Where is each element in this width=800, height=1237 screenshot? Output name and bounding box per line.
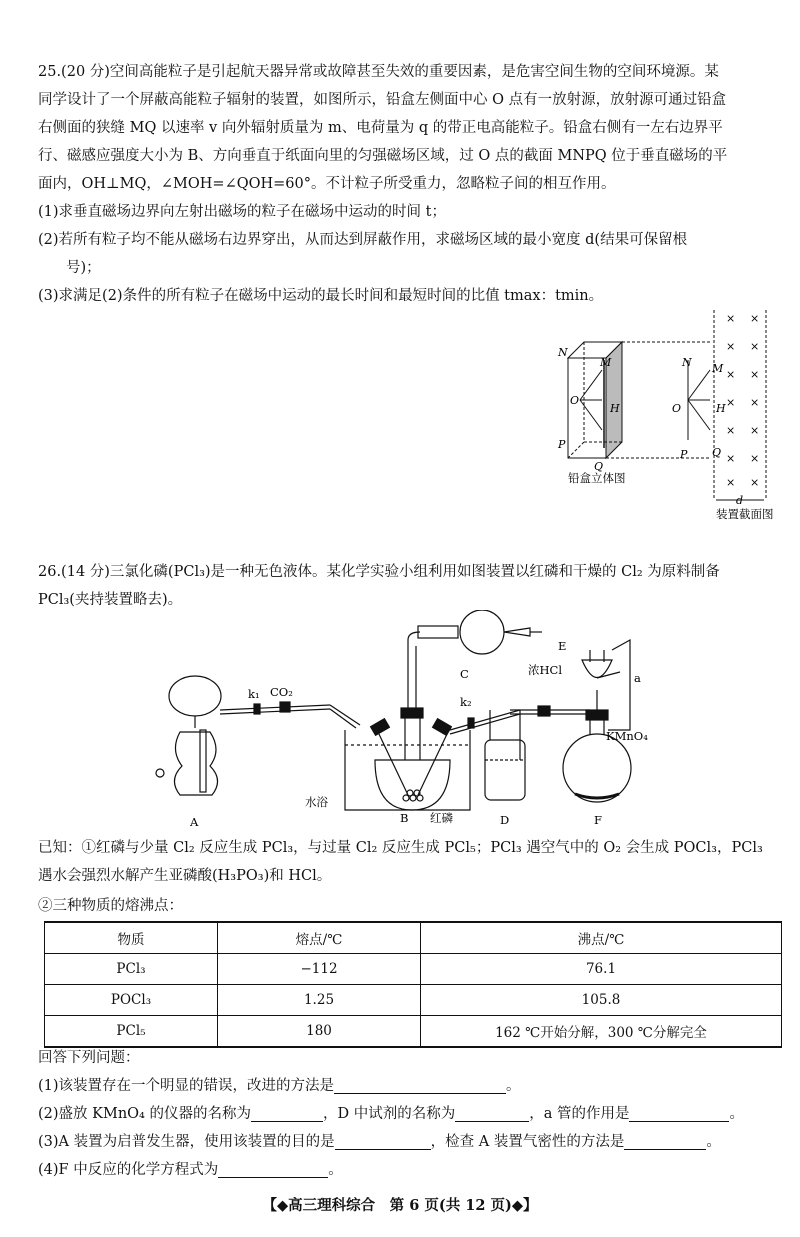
label-a: A [190,815,199,829]
fig-right-o: O [672,402,682,415]
field-cross: × [726,452,736,465]
label-e: E [558,639,567,653]
q25-figure [540,300,800,530]
q25-line4: 行、磁感应强度大小为 B、方向垂直于纸面向里的匀强磁场区域，过 O 点的截面 MNPQ 位于垂直磁场的平 [38,148,728,164]
field-cross: × [726,476,736,489]
sub2-end: 。 [729,1106,744,1122]
q26-known1b: 遇水会强烈水解产生亚磷酸(H₃PO₃)和 HCl。 [38,868,332,884]
field-cross: × [750,396,760,409]
fig-left-m: M [600,356,612,369]
answer-blank[interactable] [455,1103,529,1122]
table-header: 沸点/℃ [421,922,782,954]
label-kmno4: KMnO₄ [606,729,648,743]
fig-left-o: O [570,394,580,407]
fig-left-h: H [610,402,620,415]
table-cell: PCl₃ [45,954,218,985]
field-cross: × [726,312,736,325]
page-footer: 【◆高三理科综合 第 6 页(共 12 页)◆】 [262,1197,538,1214]
field-cross: × [726,424,736,437]
q26-sub1 [38,1072,768,1100]
table-cell: 105.8 [421,985,782,1016]
fig-d-label: d [736,494,744,507]
field-cross: × [750,424,760,437]
table-cell: POCl₃ [45,985,218,1016]
sub2-text-b: ，D 中试剂的名称为 [322,1106,456,1122]
fig-caption-right: 装置截面图 [716,507,774,521]
q26-known2: ②三种物质的熔沸点： [38,898,183,914]
label-water-bath: 水浴 [305,795,328,809]
answer-intro: 回答下列问题： [38,1050,140,1066]
q25-sub1: (1)求垂直磁场边界向左射出磁场的粒子在磁场中运动的时间 t； [38,204,446,220]
table-cell: −112 [218,954,421,985]
fig-left-p: P [558,438,566,451]
table-cell: PCl₅ [45,1016,218,1048]
q25-line3: 右侧面的狭缝 MQ 以速率 v 向外辐射质量为 m、电荷量为 q 的带正电高能粒子。铅盒右侧有一左右边界平 [38,120,723,136]
table-row [45,954,782,985]
q25-sub3: (3)求满足(2)条件的所有粒子在磁场中运动的最长时间和最短时间的比值 tmax：tmin。 [38,288,604,304]
q25-line1: 25.(20 分)空间高能粒子是引起航天器异常或故障甚至失效的重要因素，是危害空间生物的空间环境源。某 [38,64,719,80]
sub4-text: (4)F 中反应的化学方程式为 [38,1162,219,1178]
field-cross: × [750,340,760,353]
table-cell: 162 ℃开始分解，300 ℃分解完全 [421,1016,782,1048]
answer-blank[interactable] [335,1131,431,1150]
q26-sub3 [38,1128,768,1156]
answer-blank[interactable] [624,1131,706,1150]
answer-blank[interactable] [251,1103,323,1122]
label-d: D [500,813,510,827]
label-k2: k₂ [460,695,472,709]
fig-right-m: M [712,362,724,375]
label-hcl: 浓HCl [528,663,563,677]
q26-sub2 [38,1100,768,1128]
q25-line5: 面内，OH⊥MQ，∠MOH=∠QOH=60°。不计粒子所受重力，忽略粒子间的相互作用。 [38,176,616,192]
label-k1: k₁ [248,687,260,701]
q25-sub2b: 号)； [66,260,101,276]
q25-line2: 同学设计了一个屏蔽高能粒子辐射的装置，如图所示，铅盒左侧面中心 O 点有一放射源，放射源可通过铅盒 [38,92,727,108]
fig-right-q: Q [712,446,722,459]
label-co2: CO₂ [270,685,293,699]
answer-blank[interactable] [334,1075,506,1094]
table-row [45,985,782,1016]
fig-right-p: P [680,448,688,461]
sub3-text-b: ，检查 A 装置气密性的方法是 [430,1134,625,1150]
fig-right-n: N [682,356,692,369]
q26-line2: PCl₃(夹持装置略去)。 [38,592,183,608]
field-cross: × [750,476,760,489]
q26-known1: 已知：①红磷与少量 Cl₂ 反应生成 PCl₃，与过量 Cl₂ 反应生成 PCl₅；PCl₃ 遇空气中的 O₂ 会生成 POCl₃，PCl₃ [38,840,763,856]
q26-line1: 26.(14 分)三氯化磷(PCl₃)是一种无色液体。某化学实验小组利用如图装置以红磷和干燥的 Cl₂ 为原料制备 [38,564,720,580]
q26-sub4 [38,1156,768,1184]
sub2-text-a: (2)盛放 KMnO₄ 的仪器的名称为 [38,1106,251,1122]
field-cross: × [750,368,760,381]
field-cross: × [750,452,760,465]
label-red-p: 红磷 [430,811,453,825]
field-cross: × [726,340,736,353]
table-cell: 180 [218,1016,421,1048]
q25-sub2a: (2)若所有粒子均不能从磁场右边界穿出，从而达到屏蔽作用，求磁场区域的最小宽度 d(结果可保留根 [38,232,688,248]
sub1-end: 。 [506,1078,521,1094]
label-b: B [400,811,409,825]
field-cross: × [750,312,760,325]
sub1-text: (1)该装置存在一个明显的错误，改进的方法是 [38,1078,335,1094]
table-cell: 76.1 [421,954,782,985]
fig-right-h: H [716,402,726,415]
answer-blank[interactable] [218,1159,328,1178]
label-a-tube: a [634,671,641,685]
q26-apparatus [150,610,680,835]
answer-blank[interactable] [629,1103,729,1122]
label-c: C [460,667,469,681]
table-cell: 1.25 [218,985,421,1016]
table-header: 熔点/℃ [218,922,421,954]
sub2-text-c: ，a 管的作用是 [529,1106,630,1122]
table-header: 物质 [45,922,218,954]
sub3-end: 。 [706,1134,721,1150]
sub4-end: 。 [328,1162,343,1178]
fig-left-q: Q [594,460,604,473]
melting-boiling-table [44,921,782,1048]
field-cross: × [726,368,736,381]
fig-left-n: N [558,346,568,359]
fig-caption-left: 铅盒立体图 [568,471,626,485]
table-row [45,1016,782,1048]
field-cross: × [726,396,736,409]
sub3-text-a: (3)A 装置为启普发生器，使用该装置的目的是 [38,1134,335,1150]
label-f: F [594,813,602,827]
